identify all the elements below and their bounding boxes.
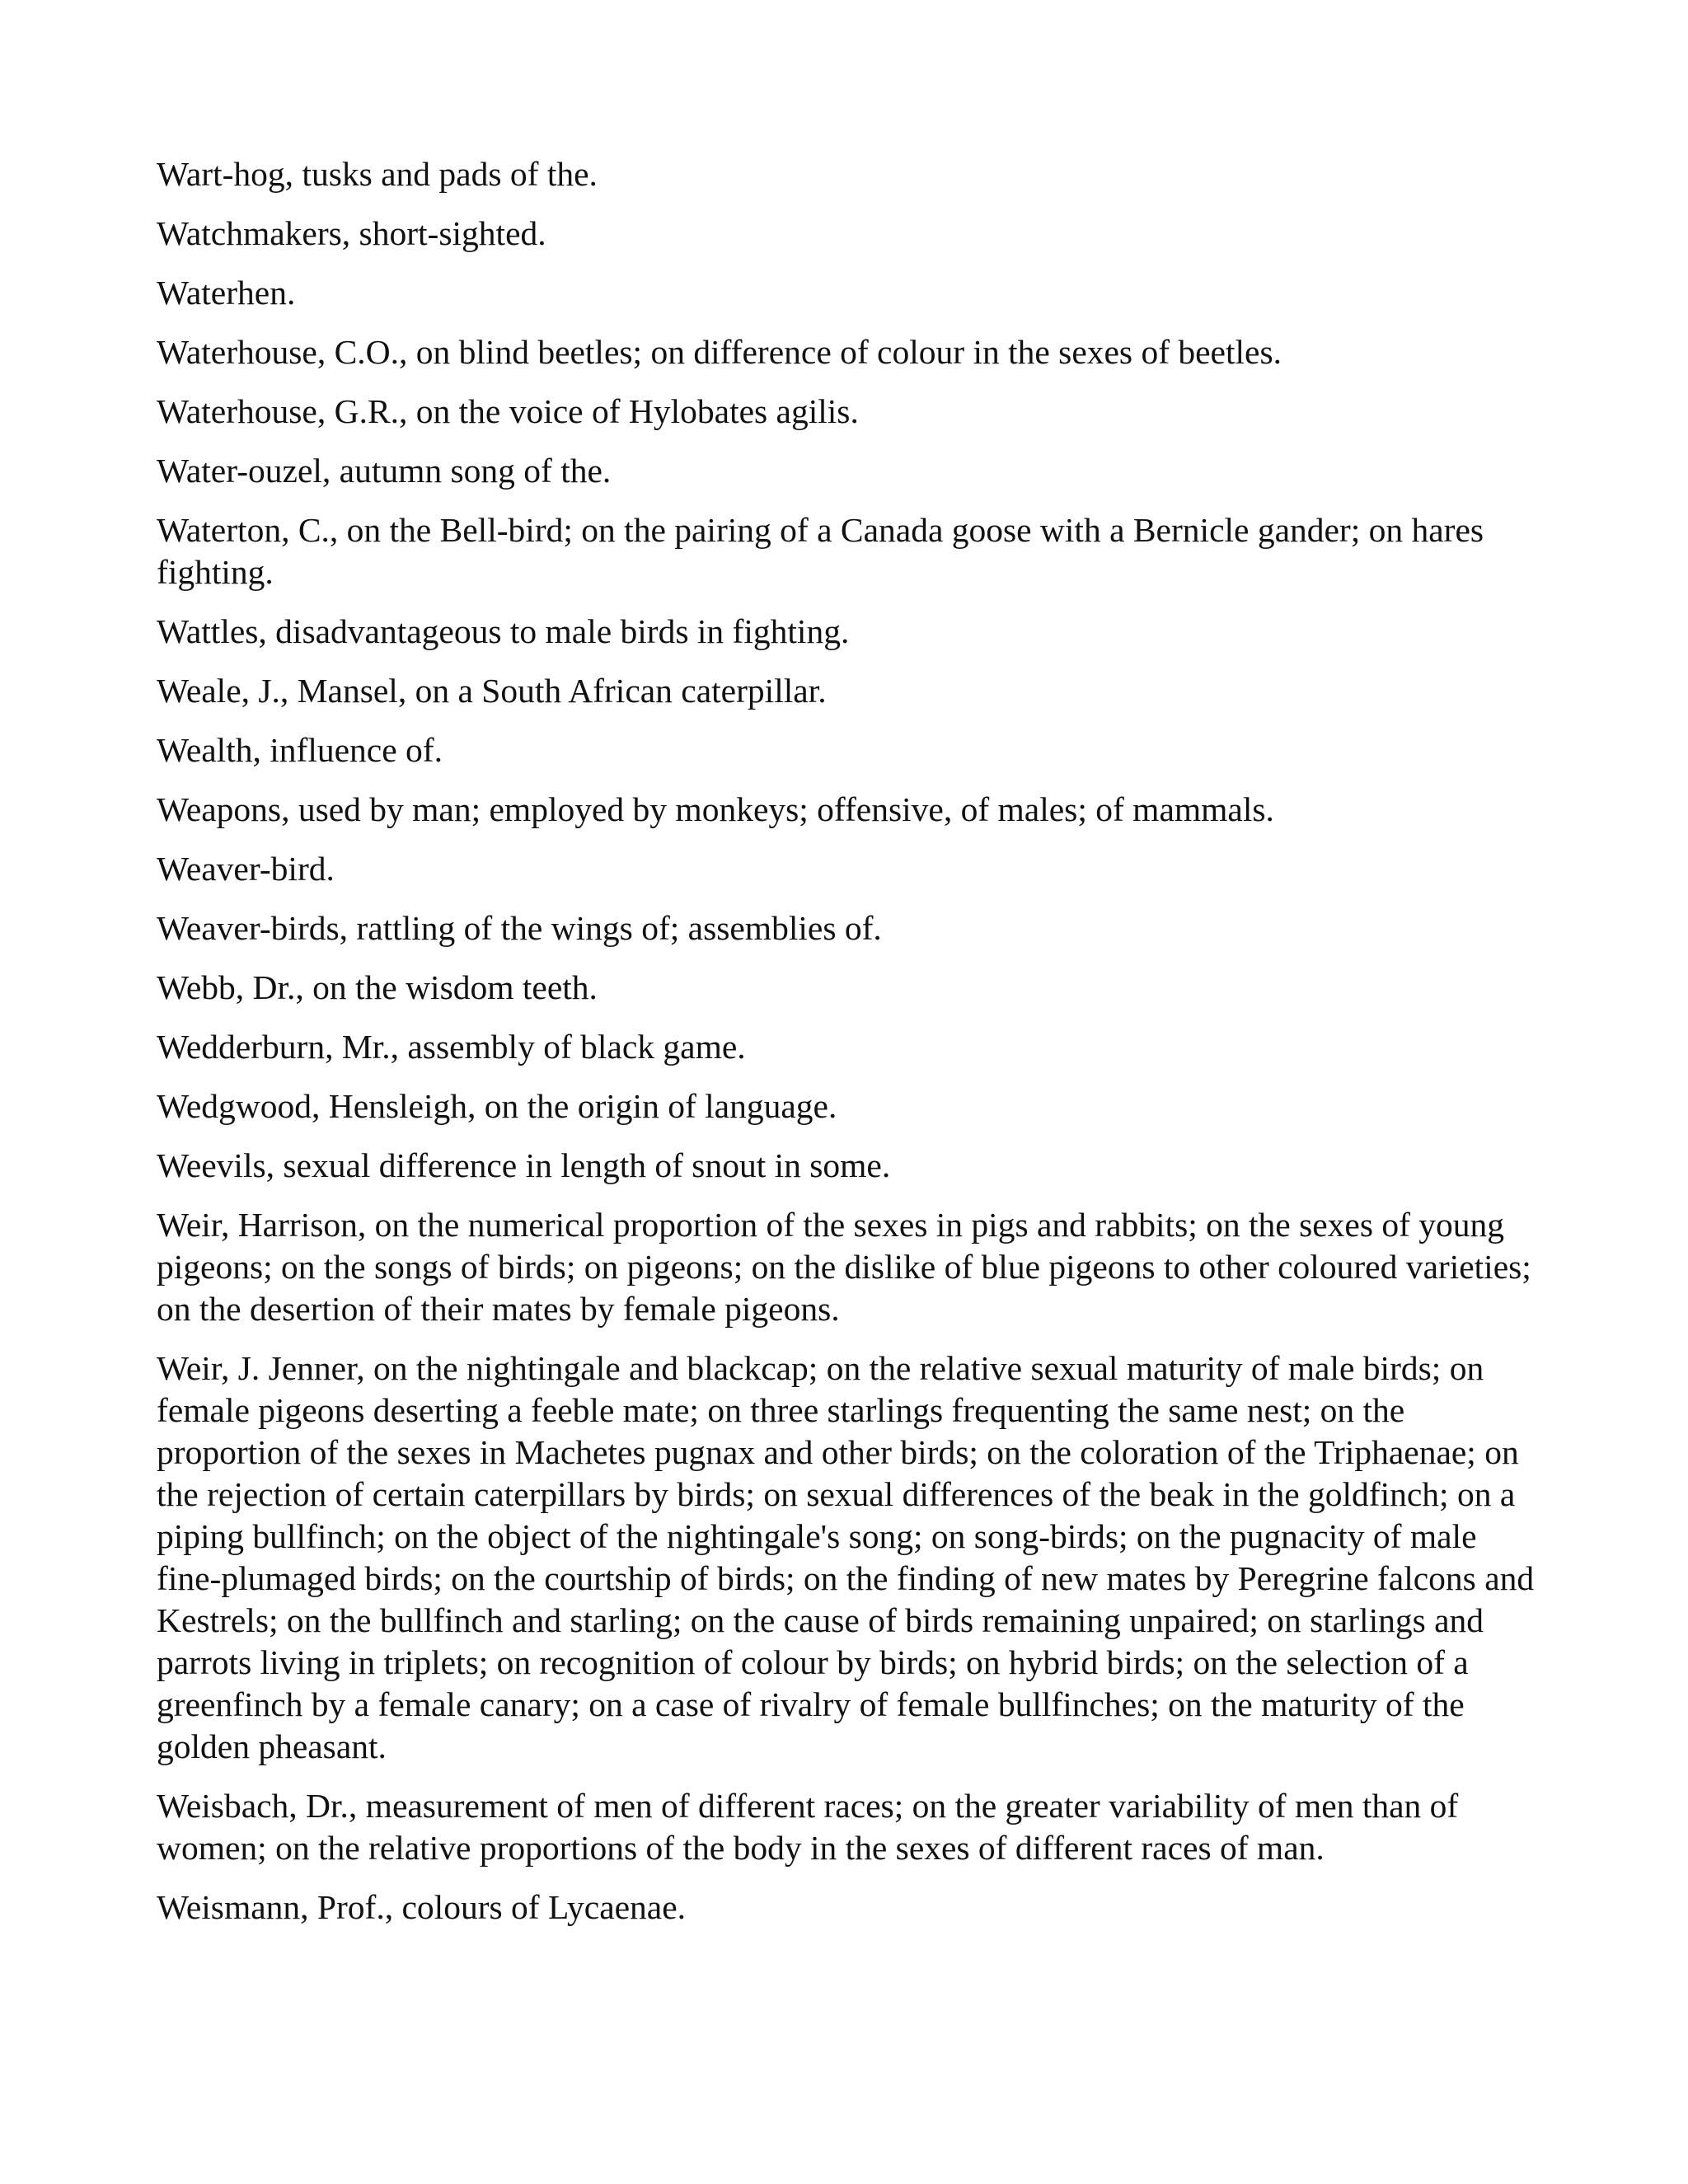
- index-entry: Webb, Dr., on the wisdom teeth.: [157, 968, 598, 1006]
- index-entry: Wart-hog, tusks and pads of the.: [157, 155, 598, 193]
- index-entry: Waterton, C., on the Bell-bird; on the pairing of a Canada goose with a Bernicle gander; on hares fighting.: [157, 511, 1484, 591]
- index-entry: Weismann, Prof., colours of Lycaenae.: [157, 1888, 687, 1926]
- index-entry: Weaver-birds, rattling of the wings of; assemblies of.: [157, 909, 882, 947]
- index-entry: Wattles, disadvantageous to male birds in fighting.: [157, 612, 850, 650]
- index-entry: Waterhouse, G.R., on the voice of Hylobates agilis.: [157, 392, 859, 430]
- index-entry: Water-ouzel, autumn song of the.: [157, 452, 612, 490]
- index-entry: Watchmakers, short-sighted.: [157, 214, 546, 252]
- index-entry: Wealth, influence of.: [157, 731, 443, 769]
- index-entry: Weevils, sexual difference in length of snout in some.: [157, 1146, 891, 1184]
- index-entry: Weale, J., Mansel, on a South African caterpillar.: [157, 672, 827, 710]
- index-entry: Weaver-bird.: [157, 850, 335, 888]
- index-entry: Waterhen.: [157, 274, 296, 312]
- index-entry: Weapons, used by man; employed by monkeys; offensive, of males; of mammals.: [157, 790, 1274, 828]
- index-entry: Waterhouse, C.O., on blind beetles; on difference of colour in the sexes of beetles.: [157, 333, 1282, 371]
- index-entry: Wedderburn, Mr., assembly of black game.: [157, 1028, 746, 1066]
- index-entry: Wedgwood, Hensleigh, on the origin of language.: [157, 1087, 837, 1125]
- index-entry: Weisbach, Dr., measurement of men of different races; on the greater variability of men than of women; on the relative proportions of the body in the sexes of different races of man.: [157, 1787, 1459, 1867]
- index-page: [157, 153, 1550, 1946]
- index-entry: Weir, Harrison, on the numerical proportion of the sexes in pigs and rabbits; on the sexes of young pigeons; on the songs of birds; on pigeons; on the dislike of blue pigeons to other coloured varieties; on the desertion of their mates by female pigeons.: [157, 1206, 1531, 1328]
- index-entry: Weir, J. Jenner, on the nightingale and blackcap; on the relative sexual maturity of male birds; on female pigeons deserting a feeble mate; on three starlings frequenting the same nest; on the proportion of the sexes in Machetes pugnax and other birds; on the coloration of the Triphaenae; on the rejection of certain caterpillars by birds; on sexual differences of the beak in the goldfinch; on a piping bullfinch; on the object of the nightingale's song; on song-birds; on the pugnacity of male fine-plumaged birds; on the courtship of birds; on the finding of new mates by Peregrine falcons and Kestrels; on the bullfinch and starling; on the cause of birds remaining unpaired; on starlings and parrots living in triplets; on recognition of colour by birds; on hybrid birds; on the selection of a greenfinch by a female canary; on a case of rivalry of female bullfinches; on the maturity of the golden pheasant.: [157, 1349, 1535, 1765]
